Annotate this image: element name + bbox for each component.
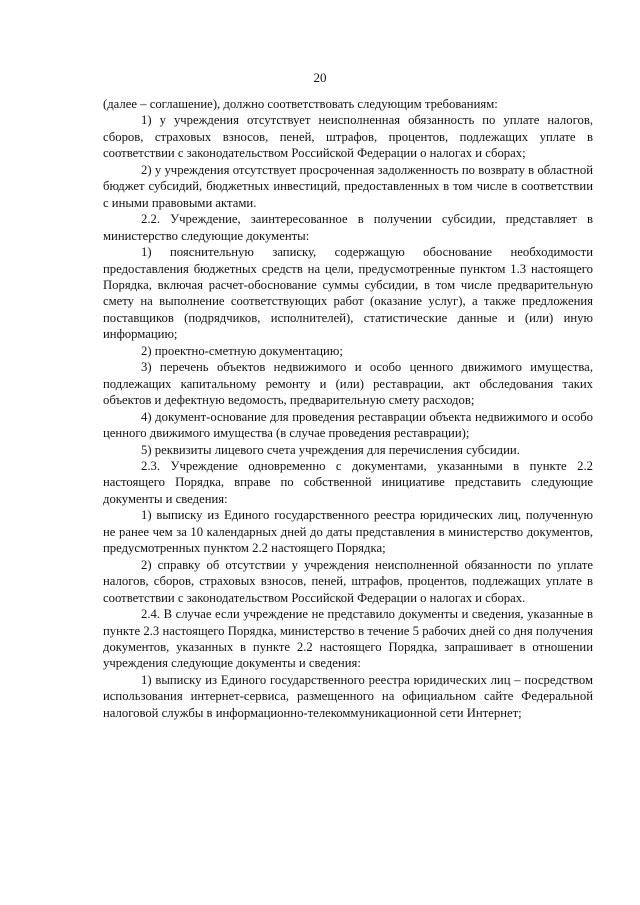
- paragraph: 5) реквизиты лицевого счета учреждения для перечисления субсидии.: [141, 442, 520, 457]
- paragraph: 4) документ-основание для проведения реставрации объекта недвижимого и особо ценного движимого имущества (в случае проведения реставрации);: [103, 409, 593, 441]
- paragraph: 2.2. Учреждение, заинтересованное в получении субсидии, представляет в министерство следующие документы:: [103, 212, 593, 243]
- page-number: 20: [313, 70, 327, 85]
- paragraph: 1) пояснительную записку, содержащую обоснование необходимости предоставления бюджетных средств на цели, предусмотренные пунктом 1.3 настоящего Порядка, включая расчет-обоснование суммы субсидии, в том числе предварительную смету на выполнение соответствующих работ (оказание услуг), а также предложения поставщиков (подрядчиков, исполнителей), статистические данные и (или) иную информацию;: [103, 245, 593, 342]
- paragraph: 2) у учреждения отсутствует просроченная задолженность по возврату в областной бюджет субсидий, бюджетных инвестиций, предоставленных в том числе в соответствии с иными правовыми актами.: [103, 162, 593, 210]
- paragraph: 2) справку об отсутствии у учреждения неисполненной обязанности по уплате налогов, сборов, страховых взносов, пеней, штрафов, процентов, подлежащих уплате в соответствии с законодательством Российской Федерации о налогах и сборах.: [103, 557, 593, 605]
- paragraph: 3) перечень объектов недвижимого и особо ценного движимого имущества, подлежащих капитальному ремонту и (или) реставрации, акт обследования таких объектов и дефектную ведомость, предварительную смету расходов;: [103, 360, 593, 408]
- paragraph: (далее – соглашение), должно соответствовать следующим требованиям:: [103, 97, 498, 111]
- paragraph: 1) выписку из Единого государственного реестра юридических лиц, полученную не ранее чем за 10 календарных дней до даты представления в министерство документов, предусмотренных пунктом 2.2 настоящего Порядка;: [103, 508, 593, 556]
- paragraph: 2.3. Учреждение одновременно с документами, указанными в пункте 2.2 настоящего Порядка, вправе по собственной инициативе представить следующие документы и сведения:: [103, 458, 593, 506]
- document-body: [103, 96, 593, 721]
- paragraph: 1) у учреждения отсутствует неисполненная обязанность по уплате налогов, сборов, страховых взносов, пеней, штрафов, процентов, подлежащих уплате в соответствии с законодательством Российской Федерации о налогах и сборах;: [103, 113, 593, 161]
- paragraph: 2) проектно-сметную документацию;: [141, 343, 343, 358]
- paragraph: 2.4. В случае если учреждение не представило документы и сведения, указанные в пункте 2.3 настоящего Порядка, министерство в течение 5 рабочих дней со дня получения документов, указанных в пункте 2.2 настоящего Порядка, запрашивает в отношении учреждения следующие документы и сведения:: [103, 607, 593, 671]
- paragraph: 1) выписку из Единого государственного реестра юридических лиц – посредством использования интернет-сервиса, размещенного на официальном сайте Федеральной налоговой службы в информационно-телекоммуникационной сети Интернет;: [103, 672, 593, 720]
